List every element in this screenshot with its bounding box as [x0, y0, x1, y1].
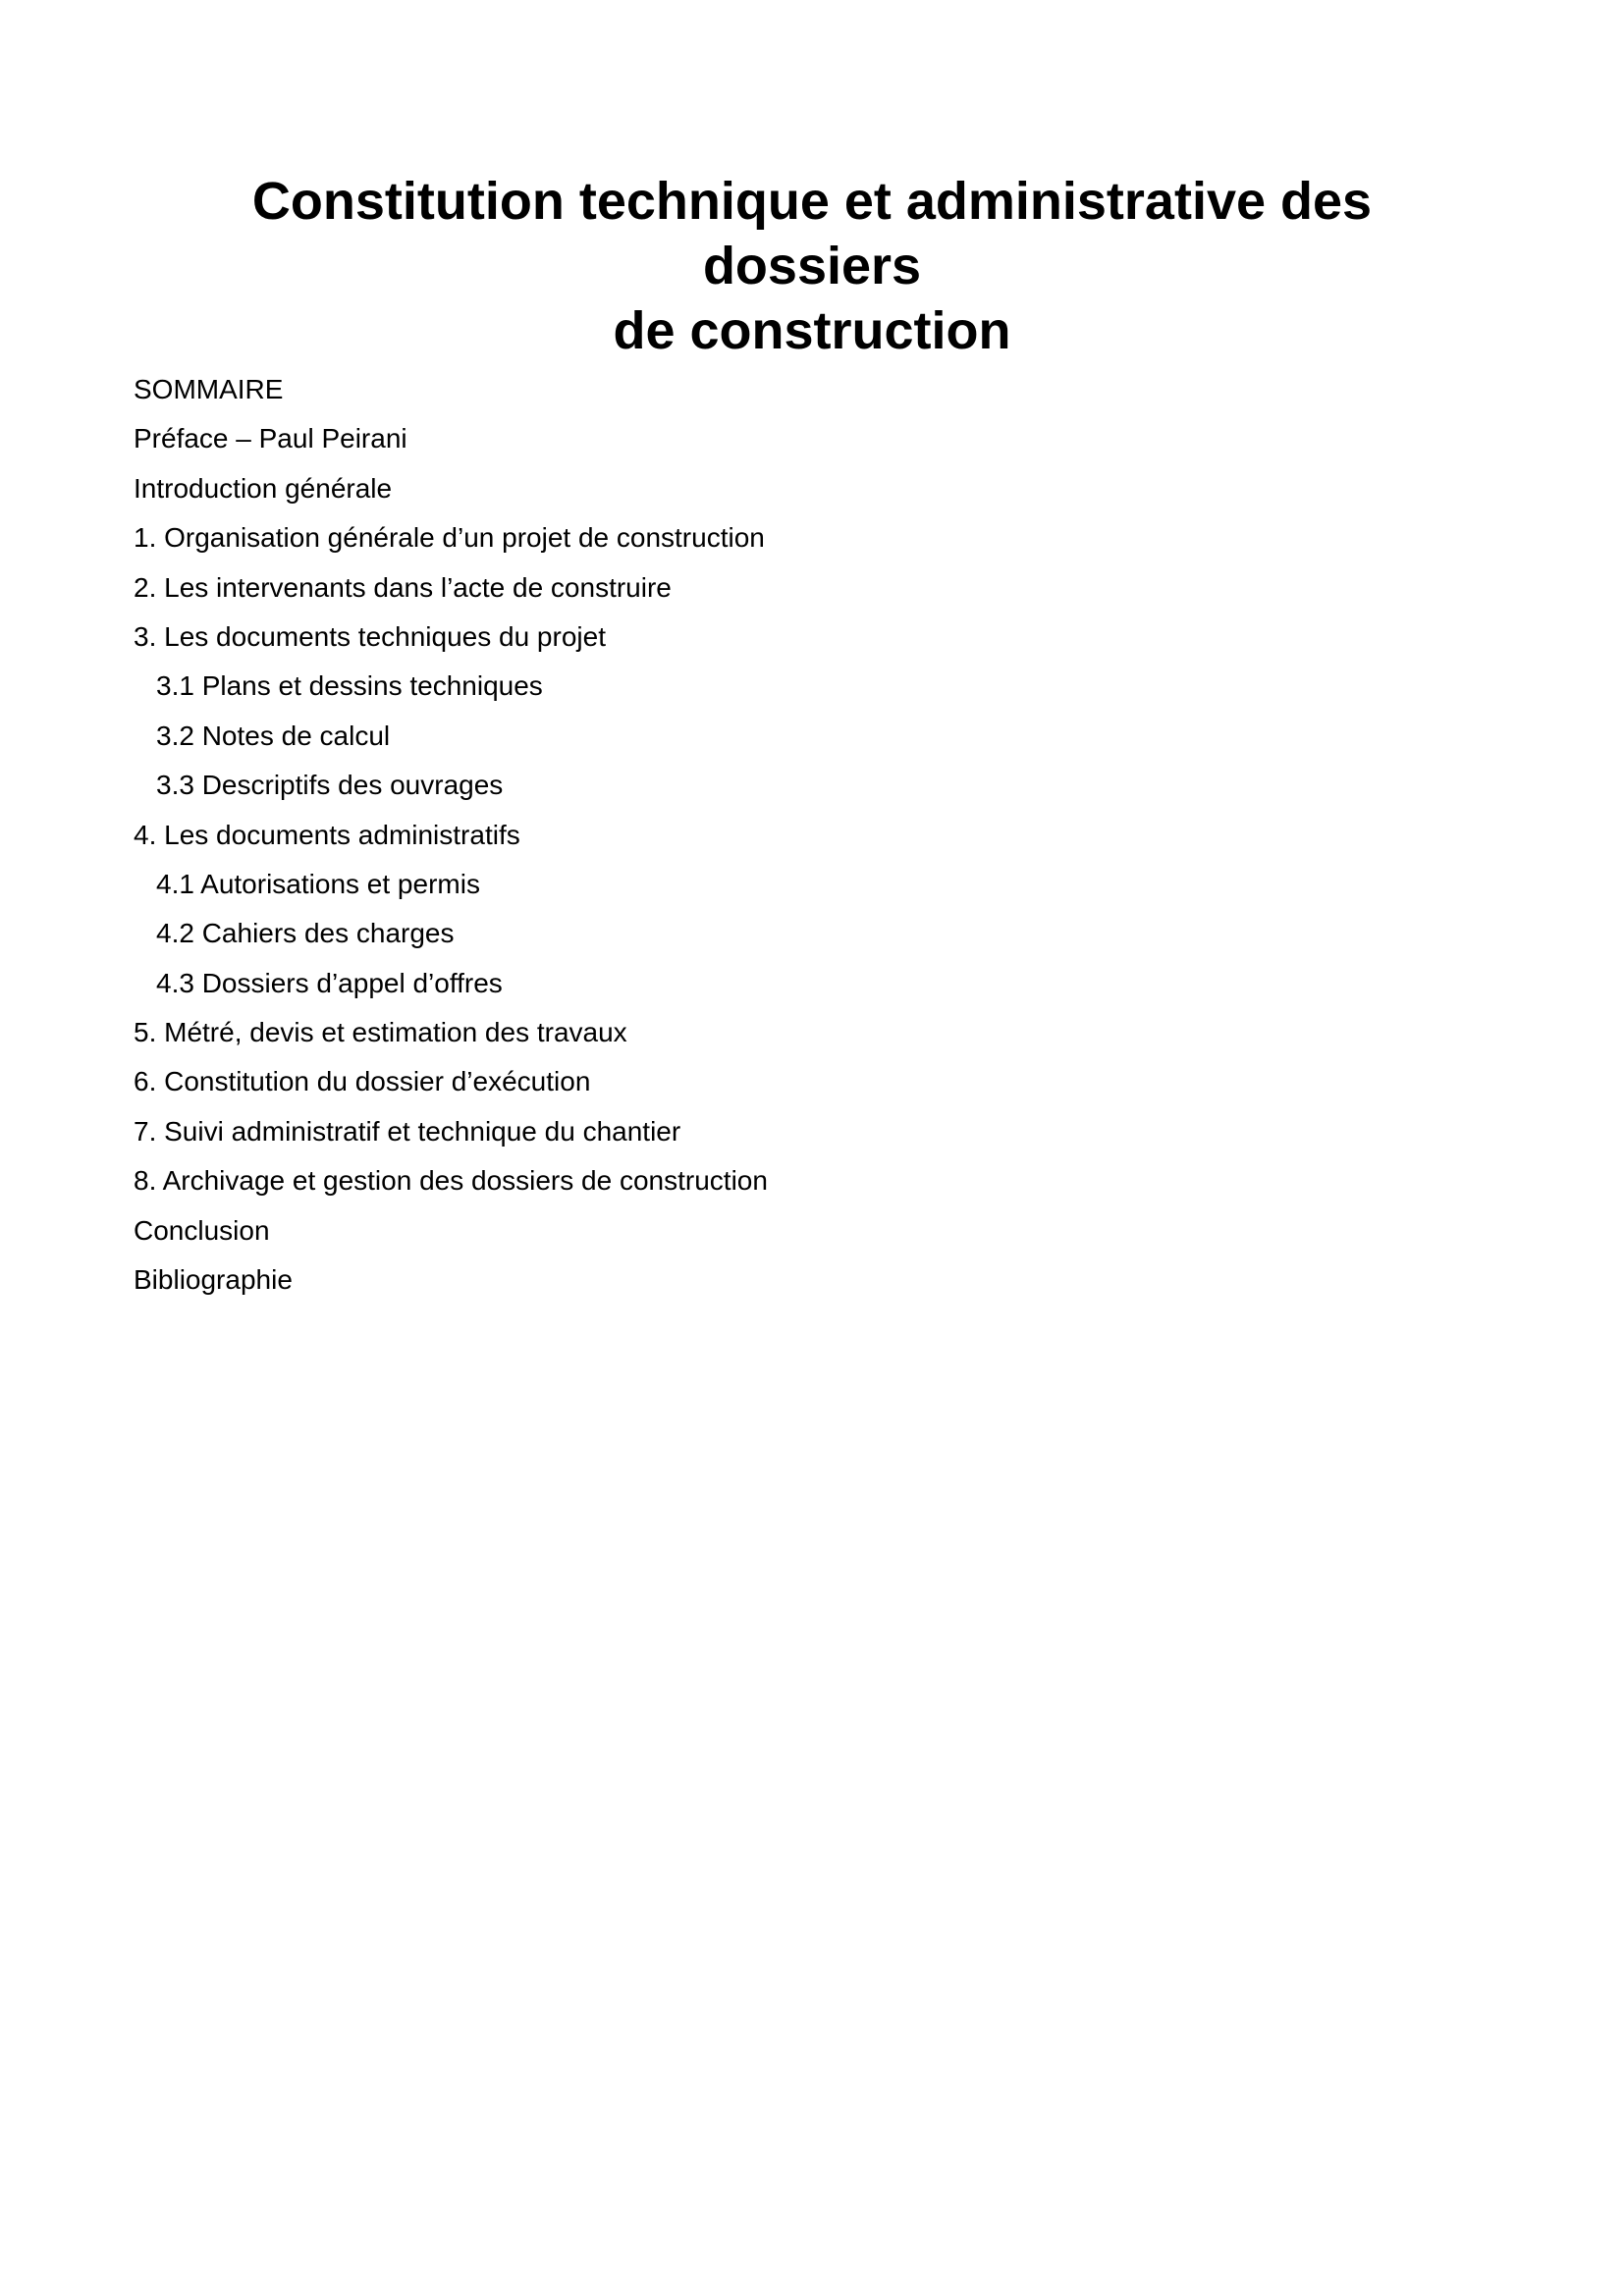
- toc-item-8: 8. Archivage et gestion des dossiers de construction: [134, 1165, 768, 1197]
- toc-item-conclusion: Conclusion: [134, 1214, 270, 1246]
- toc-item-4: 4. Les documents administratifs: [134, 819, 520, 850]
- page-title-line-2: de construction: [613, 301, 1011, 360]
- toc-item-4-2: 4.2 Cahiers des charges: [156, 918, 455, 949]
- table-of-contents: [134, 365, 1410, 1305]
- toc-item-3-2: 3.2 Notes de calcul: [156, 720, 391, 751]
- toc-item-3-1: 3.1 Plans et dessins techniques: [156, 670, 543, 702]
- toc-item-bibliography: Bibliographie: [134, 1264, 293, 1296]
- page-title: [137, 169, 1487, 363]
- toc-item-3-3: 3.3 Descriptifs des ouvrages: [156, 770, 504, 801]
- toc-item-7: 7. Suivi administratif et technique du chantier: [134, 1115, 681, 1147]
- toc-item-preface: Préface – Paul Peirani: [134, 423, 407, 454]
- toc-item-3: 3. Les documents techniques du projet: [134, 620, 606, 652]
- toc-item-introduction: Introduction générale: [134, 472, 393, 504]
- toc-item-1: 1. Organisation générale d’un projet de construction: [134, 522, 765, 554]
- toc-item-6: 6. Constitution du dossier d’exécution: [134, 1066, 591, 1097]
- toc-item-5: 5. Métré, devis et estimation des travaux: [134, 1017, 627, 1048]
- toc-heading: SOMMAIRE: [134, 374, 284, 404]
- page-title-line-1: Constitution technique et administrative des dossiers: [251, 172, 1373, 295]
- toc-item-4-3: 4.3 Dossiers d’appel d’offres: [156, 967, 503, 998]
- toc-item-4-1: 4.1 Autorisations et permis: [156, 868, 480, 899]
- toc-item-2: 2. Les intervenants dans l’acte de construire: [134, 571, 672, 603]
